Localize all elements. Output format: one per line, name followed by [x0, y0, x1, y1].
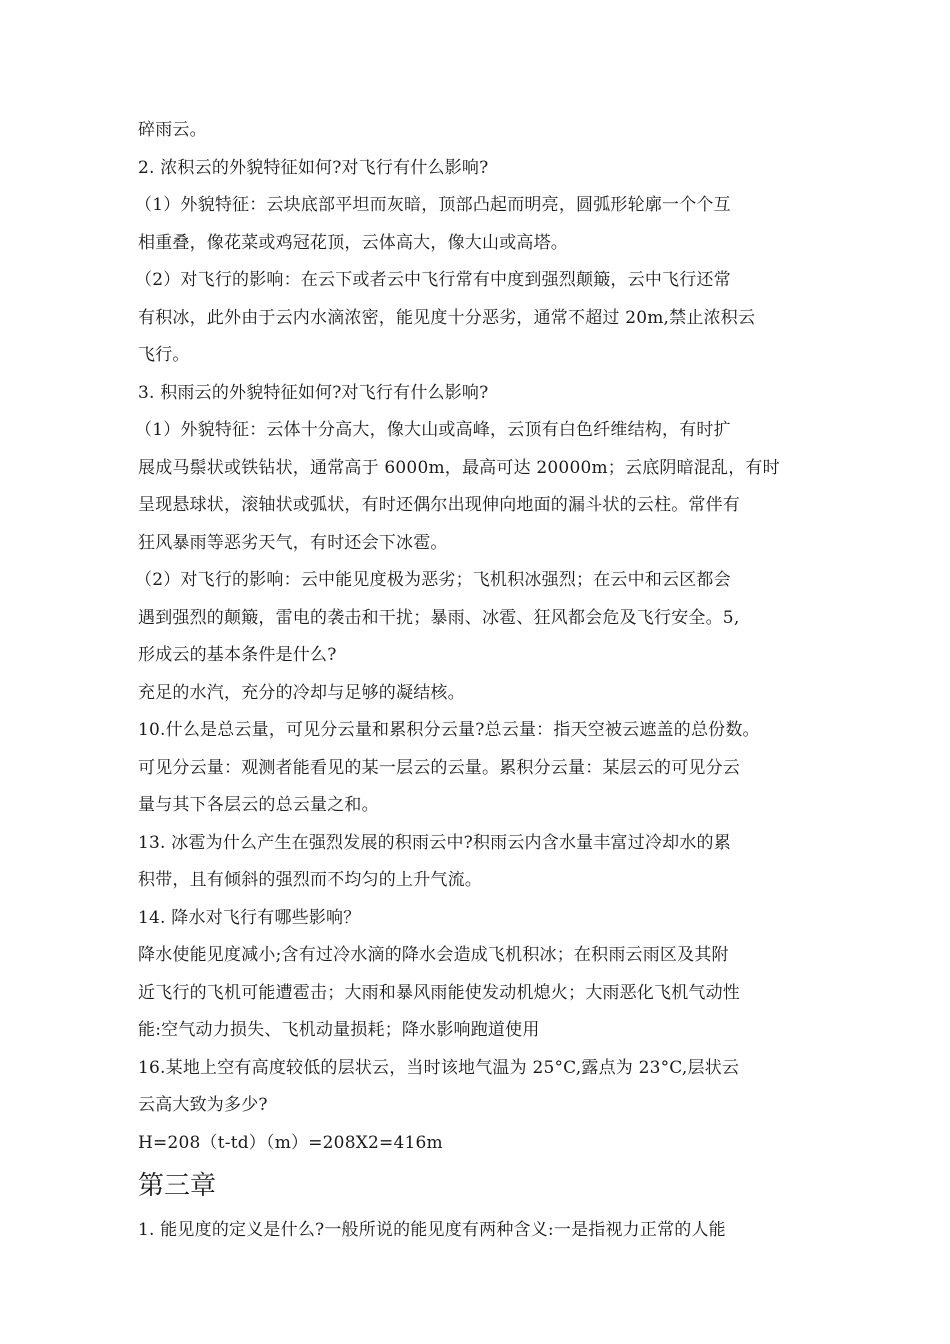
text-line: 遇到强烈的颠簸，雷电的袭击和干扰；暴雨、冰雹、狂风都会危及飞行安全。5,	[138, 607, 740, 628]
text-line: 降水使能见度减小;含有过冷水滴的降水会造成飞机积冰；在积雨云雨区及其附	[138, 945, 729, 965]
text-line: 能:空气动力损失、飞机动量损耗；降水影响跑道使用	[138, 1020, 540, 1040]
text-line: （2）对飞行的影响：云中能见度极为恶劣；飞机积冰强烈；在云中和云区都会	[135, 570, 731, 590]
text-line: 充足的水汽，充分的冷却与足够的凝结核。	[138, 682, 465, 703]
document-body	[135, 112, 828, 1250]
question-1: 1. 能见度的定义是什么?一般所说的能见度有两种含义:一是指视力正常的人能	[138, 1220, 726, 1240]
text-line: 碎雨云。	[138, 120, 207, 140]
question-13: 13. 冰雹为什么产生在强烈发展的积雨云中?积雨云内含水量丰富过冷却水的累	[138, 832, 731, 853]
question-14: 14. 降水对飞行有哪些影响？	[138, 907, 361, 928]
text-line: 飞行。	[138, 345, 190, 365]
text-line: 积带，且有倾斜的强烈而不均匀的上升气流。	[138, 870, 482, 890]
formula-line: H=208（t-td）（m）=208X2=416m	[138, 1132, 443, 1153]
text-line: 可见分云量：观测者能看见的某一层云的云量。累积分云量：某层云的可见分云	[138, 757, 740, 778]
question-16: 16.某地上空有高度较低的层状云，当时该地气温为 25°C,露点为 23°C,层状云	[138, 1057, 740, 1078]
text-line: （2）对飞行的影响：在云下或者云中飞行常有中度到强烈颠簸，云中飞行还常	[135, 270, 731, 290]
text-line: 近飞行的飞机可能遭雹击；大雨和暴风雨能使发动机熄火；大雨恶化飞机气动性	[138, 982, 740, 1003]
text-line: 有积冰，此外由于云内水滴浓密，能见度十分恶劣，通常不超过 20m,禁止浓积云	[138, 307, 756, 328]
text-line: 云高大致为多少?	[138, 1095, 268, 1115]
text-line: 展成马鬃状或铁钻状，通常高于 6000m，最高可达 20000m；云底阴暗混乱，有时	[138, 457, 780, 478]
question-3: 3. 积雨云的外貌特征如何?对飞行有什么影响?	[138, 382, 489, 403]
text-line: 呈现悬球状，滚轴状或弧状，有时还偶尔出现伸向地面的漏斗状的云柱。常伴有	[138, 495, 740, 515]
chapter-heading: 第三章	[138, 1171, 217, 1201]
text-line: 相重叠，像花菜或鸡冠花顶，云体高大，像大山或高塔。	[138, 232, 568, 253]
question-10: 10.什么是总云量，可见分云量和累积分云量?总云量：指天空被云遮盖的总份数。	[138, 720, 760, 740]
text-line: （1）外貌特征：云体十分高大，像大山或高峰，云顶有白色纤维结构，有时扩	[135, 420, 731, 440]
text-line: 狂风暴雨等恶劣天气，有时还会下冰雹。	[138, 532, 448, 553]
text-line: （1）外貌特征：云块底部平坦而灰暗，顶部凸起而明亮，圆弧形轮廓一个个互	[135, 195, 731, 215]
text-line: 量与其下各层云的总云量之和。	[138, 795, 379, 815]
text-line: 形成云的基本条件是什么?	[138, 645, 337, 665]
question-2: 2. 浓积云的外貌特征如何?对飞行有什么影响?	[138, 157, 489, 178]
